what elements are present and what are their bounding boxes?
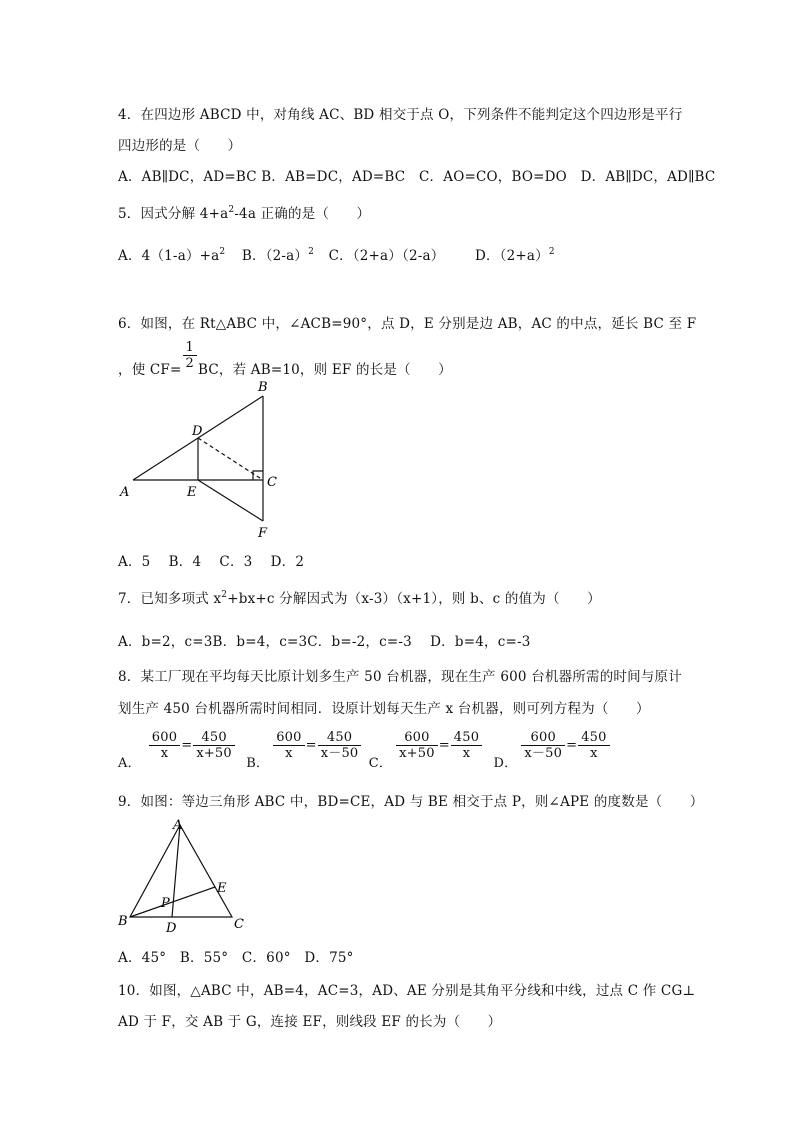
q8-option-c: C． $\frac{600}{x+50}$ = $\frac{450}{x}$ (369, 738, 488, 753)
q6-fraction (183, 340, 197, 371)
q7-stem-text-b: +bx+c 分解因式为（x-3）（x+1），则 b、c 的值为（ ） (227, 591, 601, 607)
q9-figure (115, 815, 255, 935)
q6-label-b: B (258, 380, 268, 395)
q5-option-b: B．$(2-a)^2$ (241, 246, 315, 264)
q9-options: A．45° B．55° C．60° D．75° (118, 950, 354, 966)
q7-stem (118, 587, 601, 607)
q5-stem-text-b: -4a 正确的是（ ） (234, 206, 371, 222)
q5-stem (118, 202, 370, 222)
q6-stem-line2 (118, 340, 452, 378)
q9-stem: 9．如图：等边三角形 ABC 中，BD=CE，AD 与 BE 相交于点 P，则∠APE 的度数是（ ） (118, 794, 704, 810)
q5-option-d: D．$(2+a)^2$ (474, 246, 555, 264)
q8-option-b: B． $\frac{600}{x}$ = $\frac{450}{x-50}$ (246, 738, 367, 753)
q6-label-c: C (267, 475, 277, 490)
q5-option-c: C．（2+a）（2-a） (328, 248, 445, 264)
q6-segment-ef (198, 480, 263, 521)
q5-stem-text-a: 5．因式分解 4+a (118, 206, 229, 222)
q9-label-b: B (118, 914, 128, 929)
q9-label-a: A (173, 818, 183, 833)
q9-label-d: D (166, 921, 177, 935)
q6-options: A．5 B．4 C．3 D．2 (118, 554, 305, 570)
q8-options (118, 730, 611, 771)
q6-right-angle-mark (253, 471, 263, 480)
q8-stem-line2: 划生产 450 台机器所需时间相同．设原计划每天生产 x 台机器，则可列方程为（ ） (118, 701, 650, 717)
q10-stem-line1: 10．如图，△ABC 中，AB=4，AC=3，AD、AE 分别是其角平分线和中线，过点 C 作 CG⊥ (118, 983, 696, 999)
q6-fraction-num: 1 (183, 340, 197, 356)
q8-stem-line1: 8．某工厂现在平均每天比原计划多生产 50 台机器，现在生产 600 台机器所需的时间与原计 (118, 669, 682, 685)
q4-stem-line2: 四边形的是（ ） (118, 138, 242, 154)
q4-stem-line1: 4．在四边形 ABCD 中，对角线 AC、BD 相交于点 O，下列条件不能判定这个四边形是平行 (118, 107, 683, 123)
q6-label-a: A (120, 485, 130, 500)
q6-label-d: D (192, 424, 203, 439)
q9-label-e: E (217, 881, 227, 896)
q6-fraction-den: 2 (185, 356, 194, 371)
q5-options (118, 244, 555, 264)
q6-figure (115, 378, 285, 543)
q4-options: A．AB∥DC，AD=BC B．AB=DC，AD=BC C．AO=CO，BO=DO D．AB∥DC，AD∥BC (118, 169, 716, 185)
q9-triangle-abc (130, 825, 232, 917)
q8-option-d: D． $\frac{600}{x-50}$ = $\frac{450}{x}$ (494, 738, 611, 753)
q6-label-e: E (187, 485, 197, 500)
q9-segment-ad (172, 825, 180, 917)
q8-option-a: A． $\frac{600}{x}$ = $\frac{450}{x+50}$ (118, 738, 240, 753)
q6-stem-text-a: ，使 CF= (118, 362, 182, 378)
q10-stem-line2: AD 于 F，交 AB 于 G，连接 EF，则线段 EF 的长为（ ） (118, 1014, 502, 1030)
q9-label-p: P (161, 896, 170, 911)
q5-option-a: A．$4(1-a)+a^2$ (118, 246, 226, 264)
q7-stem-text-a: 7．已知多项式 x (118, 591, 222, 607)
q7-options: A．b=2，c=3B．b=4，c=3C．b=-2，c=-3 D．b=4，c=-3 (118, 634, 531, 650)
q5-stem-exponent: 2 (228, 204, 235, 215)
q9-label-c: C (234, 917, 244, 932)
q6-stem-text-b: BC，若 AB=10，则 EF 的长是（ ） (197, 362, 452, 378)
q7-stem-exponent: 2 (221, 589, 228, 600)
q6-label-f: F (258, 526, 268, 541)
q6-stem-line1: 6．如图，在 Rt△ABC 中，∠ACB=90°，点 D，E 分别是边 AB，AC 的中点，延长 BC 至 F (118, 316, 697, 332)
